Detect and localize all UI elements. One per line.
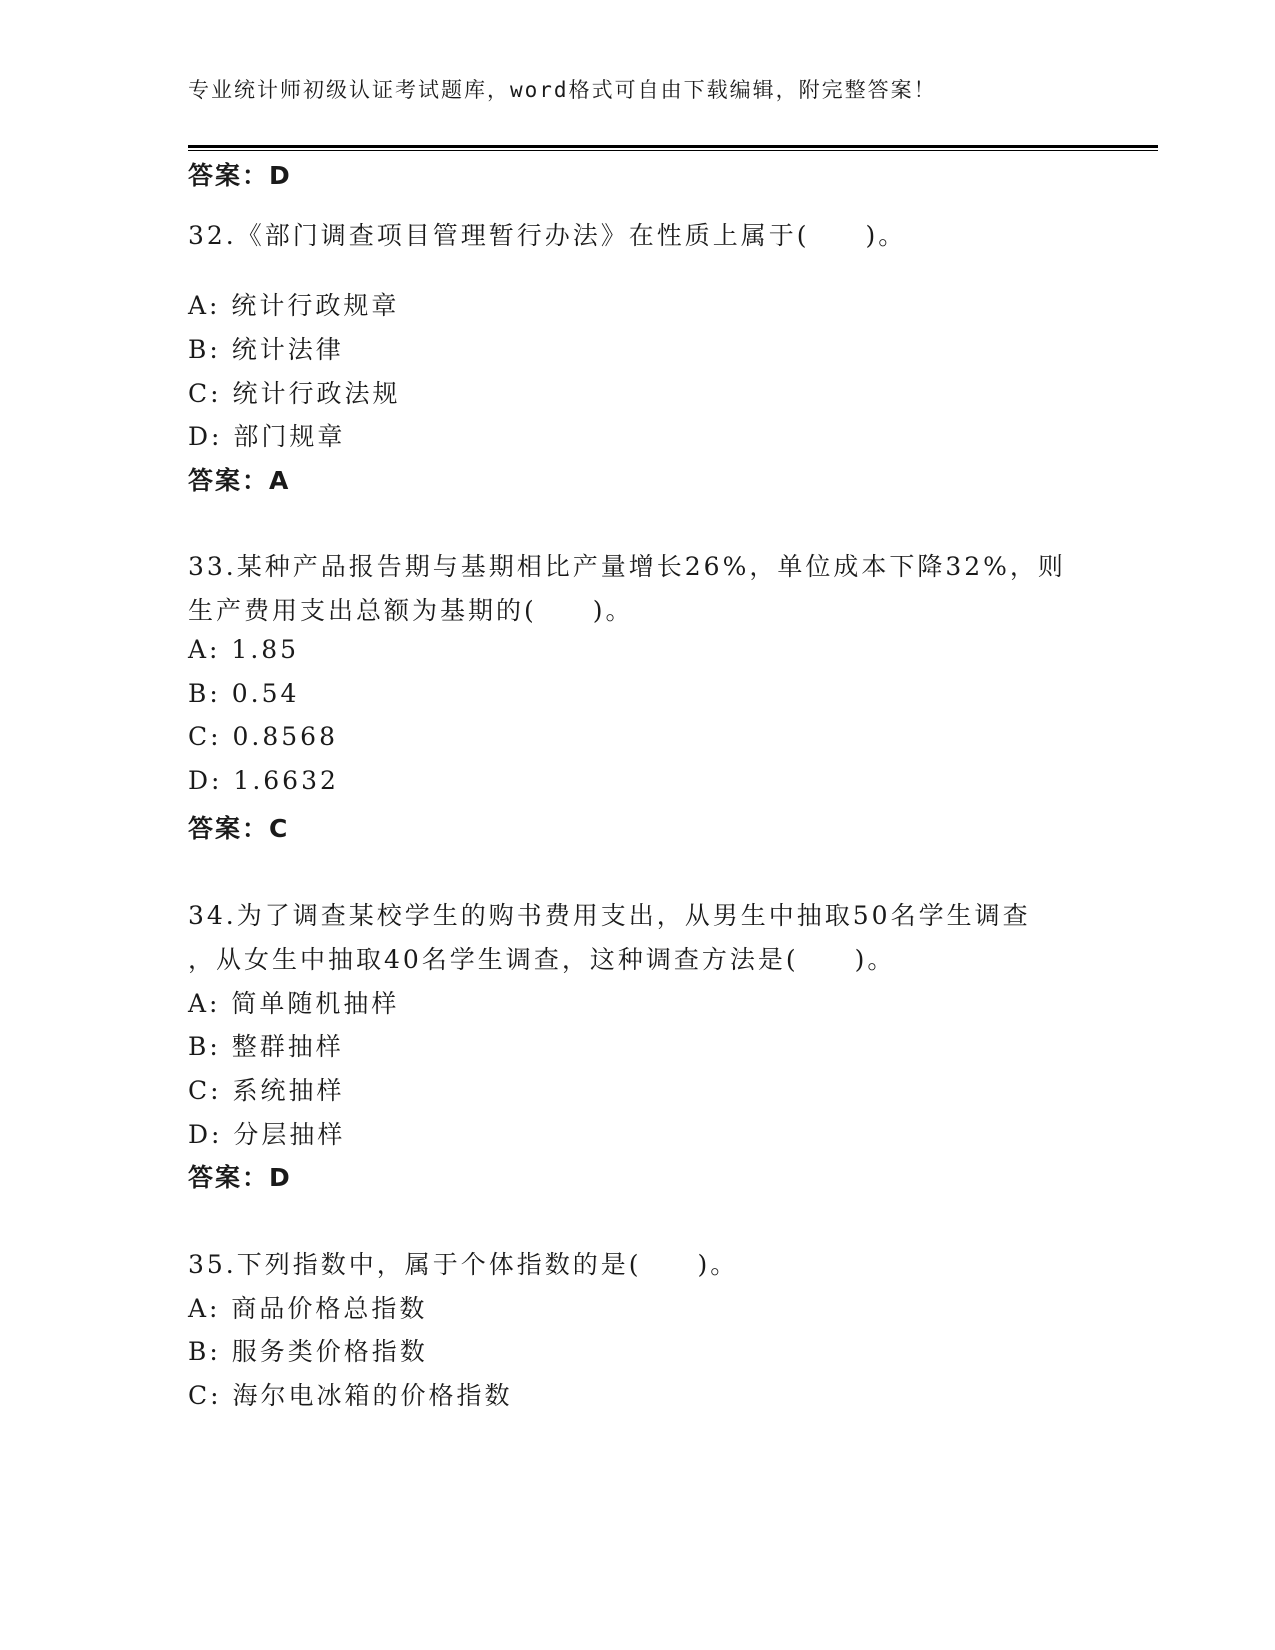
question-33-option-a: A: 1.85 [188,635,300,664]
header-rule-thick [188,145,1158,148]
question-33-option-c: C: 0.8568 [188,722,338,751]
question-33-option-d: D: 1.6632 [188,766,339,795]
question-34-option-b: B: 整群抽样 [188,1032,344,1061]
question-34-option-a: A: 简单随机抽样 [188,989,400,1018]
question-32-answer: 答案：A [188,466,291,495]
question-34-stem-line-2: ，从女生中抽取40名学生调查，这种调查方法是( )。 [188,945,896,974]
question-32-option-c: C: 统计行政法规 [188,379,401,408]
question-32-option-a: A: 统计行政规章 [188,291,400,320]
question-32-option-d: D: 部门规章 [188,422,346,451]
question-34-stem-line-1: 34.为了调查某校学生的购书费用支出，从男生中抽取50名学生调查 [188,901,1031,930]
question-33-stem-line-2: 生产费用支出总额为基期的( )。 [188,596,634,625]
page-header: 专业统计师初级认证考试题库，word格式可自由下载编辑，附完整答案！ [188,78,937,102]
question-34-answer: 答案：D [188,1163,292,1192]
question-32-stem: 32.《部门调查项目管理暂行办法》在性质上属于( )。 [188,221,907,250]
question-35-option-a: A: 商品价格总指数 [188,1294,428,1323]
question-34-option-d: D: 分层抽样 [188,1120,346,1149]
question-34-option-c: C: 系统抽样 [188,1076,345,1105]
question-33-option-b: B: 0.54 [188,679,300,708]
question-35-stem: 35.下列指数中，属于个体指数的是( )。 [188,1250,739,1279]
answer-prev: 答案：D [188,161,292,190]
question-33-stem-line-1: 33.某种产品报告期与基期相比产量增长26%，单位成本下降32%，则 [188,552,1066,581]
header-rule-thin [188,150,1158,151]
question-35-option-b: B: 服务类价格指数 [188,1337,428,1366]
question-35-option-c: C: 海尔电冰箱的价格指数 [188,1381,513,1410]
question-32-option-b: B: 统计法律 [188,335,344,364]
question-33-answer: 答案：C [188,814,290,843]
